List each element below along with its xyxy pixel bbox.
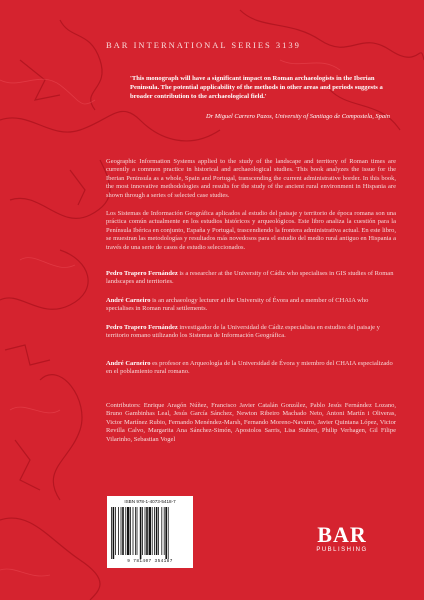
description-spanish: Los Sistemas de Información Geográfica aplicados al estudio del paisaje y territorio de época romana son una práctica común actualmente en los estudios históricos y arqueológicos. Este libro analiza la cuestión para la Península Ibérica en conjunto, España y Portugal, trascendiendo la frontera administrativa actual. En este libro, se muestran las metodologías y resultados más novedosos para el estudio del medio rural antiguo en Hispania a través de una serie de casos de estudio seleccionados. <box>106 210 396 251</box>
logo-mark: BAR <box>317 522 367 547</box>
author-bio-trapero-es <box>106 324 396 341</box>
author-name: André Carneiro <box>106 297 151 304</box>
series-title: BAR INTERNATIONAL SERIES 3139 <box>106 40 301 50</box>
author-bio-carneiro-es <box>106 360 396 377</box>
author-bio-text: is an archaeology lecturer at the University of Évora and a member of CHAIA who specialises in Roman rural settlements. <box>106 297 369 313</box>
quote-attribution: Dr Miguel Carrero Pazos, University of Santiago de Compostela, Spain <box>206 113 390 120</box>
barcode-bars <box>111 507 189 559</box>
author-bio-text: is a researcher at the University of Cádiz who specialises in GIS studies of Roman landscapes and territories. <box>106 270 394 286</box>
author-name: Pedro Trapero Fernández <box>106 324 178 331</box>
author-name: Pedro Trapero Fernández <box>106 270 178 277</box>
description-english: Geographic Information Systems applied to the study of the landscape and territory of Roman times are currently a common practice in historical and archaeological studies. This book analyzes the issue for the Iberian Peninsula as a whole, Spain and Portugal, transcending the current administrative border. In this book, the most innovative methodologies and results for the study of the ancient rural environment in Hispania are shown through a series of selected case studies. <box>106 158 396 199</box>
author-bio-carneiro-en <box>106 297 396 314</box>
author-name: André Carneiro <box>106 360 151 367</box>
isbn-barcode <box>107 496 193 568</box>
author-bio-trapero-en <box>106 270 396 287</box>
isbn-label: ISBN 978-1-4073-5418-7 <box>124 499 176 504</box>
author-bio-text: investigador de la Universidad de Cádiz especialista en estudios del paisaje y territorio romano utilizando los Sistemas de Información Geográfica. <box>106 324 380 340</box>
barcode-digits: 9 781407 354187 <box>127 559 173 564</box>
author-bio-text: es profesor en Arqueología de la Universidad de Évora y miembro del CHAIA especializado en el poblamiento rural romano. <box>106 360 393 376</box>
logo-subtitle: PUBLISHING <box>316 547 368 553</box>
contributors-list: Contributors: Enrique Aragón Núñez, Francisco Javier Catalán González, Pablo Jesús Fernández Lozano, Bruno Gambinhas Leal, Jesús García Sánchez, Newton Ribeiro Machado Neto, Antoni Martín i Oliveras, Victor Martínez Rubio, Fernando Menéndez-Marsh, Fernando Moreno-Navarro, Javier Quintana López, Victor Revilla Calvo, Margarita Ana Sánchez-Simón, Apostolos Sarris, Lisa Stubert, Philip Verhagen, Gil Filipe Vilarinho, Sebastian Vogel <box>106 402 396 443</box>
bar-publishing-logo <box>312 524 372 553</box>
endorsement-quote: 'This monograph will have a significant impact on Roman archaeologists in the Iberian Peninsula. The potential applicability of the methods in other areas and periods suggests a broader contribution to the archaeological field.' <box>130 75 383 100</box>
